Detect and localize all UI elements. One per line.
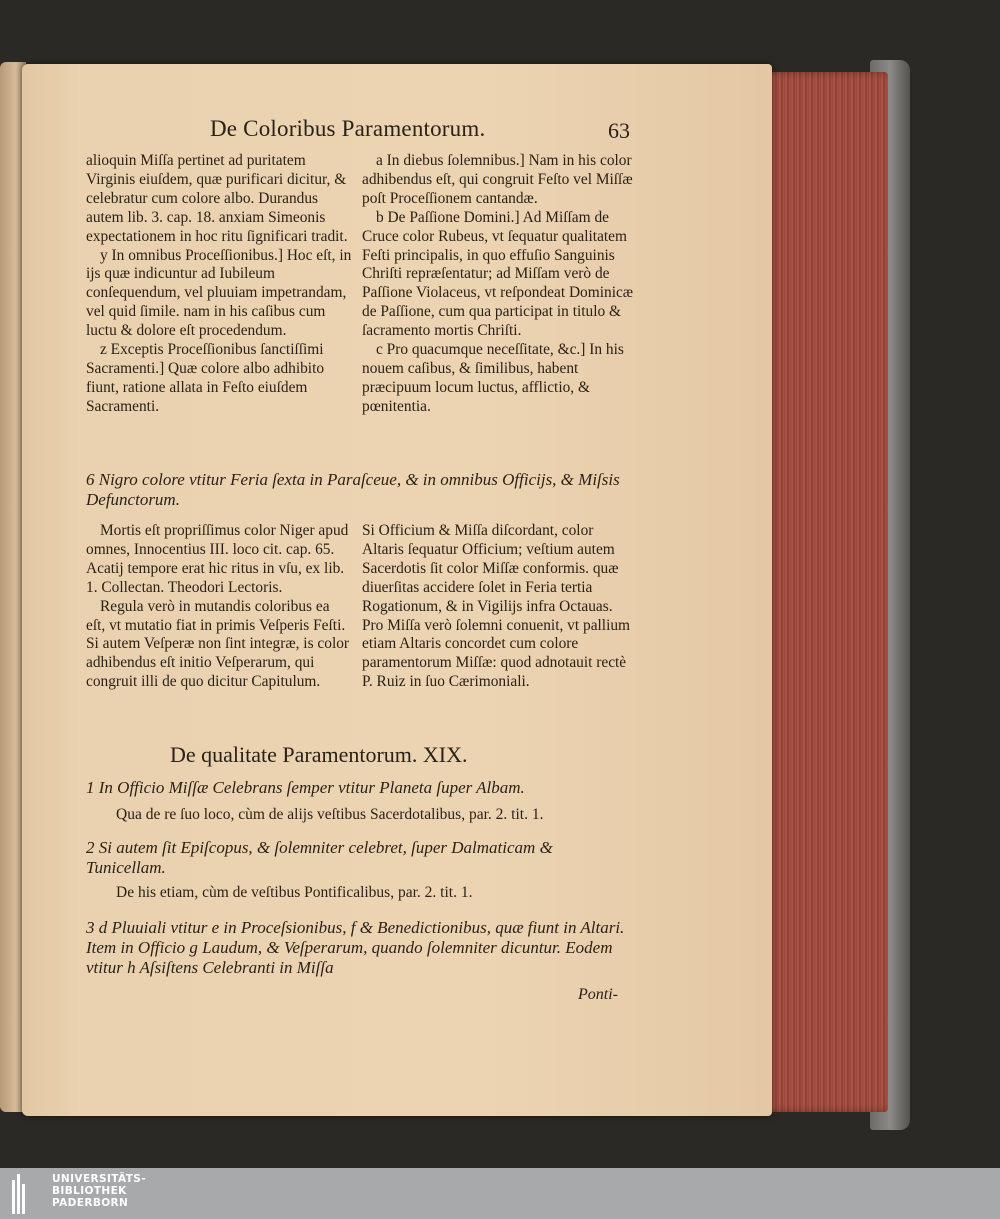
paragraph: Regula verò in mutandis coloribus ea eſt, vt mutatio fiat in primis Veſperis Feſti. Si autem Veſperæ non ſint integræ, is color adhibendus eſt initio Veſperarum, qui congruit illi de quo dicitur Capitulum. xyxy=(86,597,350,691)
paragraph: Si Officium & Miſſa diſcordant, color Altaris ſequatur Officium; veſtium autem Sacerdotis ſit color Miſſæ conformis. quæ diuerſitas accidere ſolet in Feria tertia Rogationum, & in Vigilijs infra Octauas. Pro Miſſa verò ſolemni conuenit, vt pallium etiam Altaris concordet cum colore paramentorum Miſſæ: quod adnotauit rectè P. Ruiz in ſuo Cærimoniali. xyxy=(362,522,631,691)
upper-left-column xyxy=(86,152,352,417)
paragraph: y In omnibus Proceſſionibus.] Hoc eſt, in ijs quæ indicuntur ad Iubileum conſequendum, vel pluuiam impetrandam, vel quid ſimile. nam in his caſibus cum luctu & dolore eſt procedendum. xyxy=(86,246,352,340)
lower-right-column xyxy=(362,522,634,692)
note-one: Qua de re ſuo loco, cùm de alijs veſtibus Sacerdotalibus, par. 2. tit. 1. xyxy=(116,806,544,823)
running-header: De Coloribus Paramentorum. xyxy=(210,116,486,141)
catchword: Ponti- xyxy=(578,986,618,1003)
lower-left-column xyxy=(86,522,352,692)
section-title: De qualitate Paramentorum. XIX. xyxy=(170,742,468,767)
library-footer xyxy=(0,1168,1000,1219)
paragraph: b De Paſſione Domini.] Ad Miſſam de Cruce color Rubeus, vt ſequatur qualitatem Feſti principalis, in quo effuſio Sanguinis Chriſti repræſentatur; ad Miſſam verò de Paſſione Violaceus, vt reſpondeat Dominicæ de Paſſione, cum qua participat in titulo & ſacramento mortis Chriſti. xyxy=(362,208,634,340)
page-fore-edge xyxy=(760,72,888,1112)
paragraph: alioquin Miſſa pertinet ad puritatem Virginis eiuſdem, quæ purificari dicitur, & celebratur cum colore albo. Durandus autem lib. 3. cap. 18. anxiam Simeonis expectationem in hoc ritu ſignificari tradit. xyxy=(86,152,348,245)
rule-six: 6 Nigro colore vtitur Feria ſexta in Paraſceue, & in omnibus Officijs, & Miſsis Defunctorum. xyxy=(86,470,620,509)
note-two: De his etiam, cùm de veſtibus Pontificalibus, par. 2. tit. 1. xyxy=(116,884,473,901)
paragraph: z Exceptis Proceſſionibus ſanctiſſimi Sacramenti.] Quæ colore albo adhibito fiunt, ratione allata in Feſto eiuſdem Sacramenti. xyxy=(86,341,325,415)
upper-right-column xyxy=(362,152,634,417)
page-number: 63 xyxy=(608,118,630,143)
paragraph: a In diebus ſolemnibus.] Nam in his color adhibendus eſt, qui congruit Feſto vel Miſſæ poſt Proceſſionem cantandæ. xyxy=(362,152,633,207)
paragraph: c Pro quacumque neceſſitate, &c.] In his nouem caſibus, & ſimilibus, habent præcipuum locum luctus, afflictio, & pœnitentia. xyxy=(362,341,624,415)
library-name-line: UNIVERSITÄTS- xyxy=(52,1173,147,1185)
rule-one: 1 In Officio Miſſæ Celebrans ſemper vtitur Planeta ſuper Albam. xyxy=(86,778,525,797)
library-name xyxy=(52,1173,146,1209)
library-logo-icon xyxy=(12,1174,24,1214)
rule-two: 2 Si autem ſit Epiſcopus, & ſolemniter celebret, ſuper Dalmaticam & Tunicellam. xyxy=(86,838,553,877)
library-name-line: BIBLIOTHEK xyxy=(52,1185,127,1197)
rule-three: 3 d Pluuiali vtitur e in Proceſsionibus, f & Benedictionibus, quæ fiunt in Altari. Item in Officio g Laudum, & Veſperarum, quando ſolemniter dicuntur. Eodem vtitur h Aſsiſtens Celebranti in Miſſa xyxy=(86,918,625,977)
paragraph: Mortis eſt propriſſimus color Niger apud omnes, Innocentius III. loco cit. cap. 65. Acatij tempore erat hic ritus in vſu, ex lib. 1. Collectan. Theodori Lectoris. xyxy=(86,522,349,596)
library-name-line: PADERBORN xyxy=(52,1197,129,1209)
